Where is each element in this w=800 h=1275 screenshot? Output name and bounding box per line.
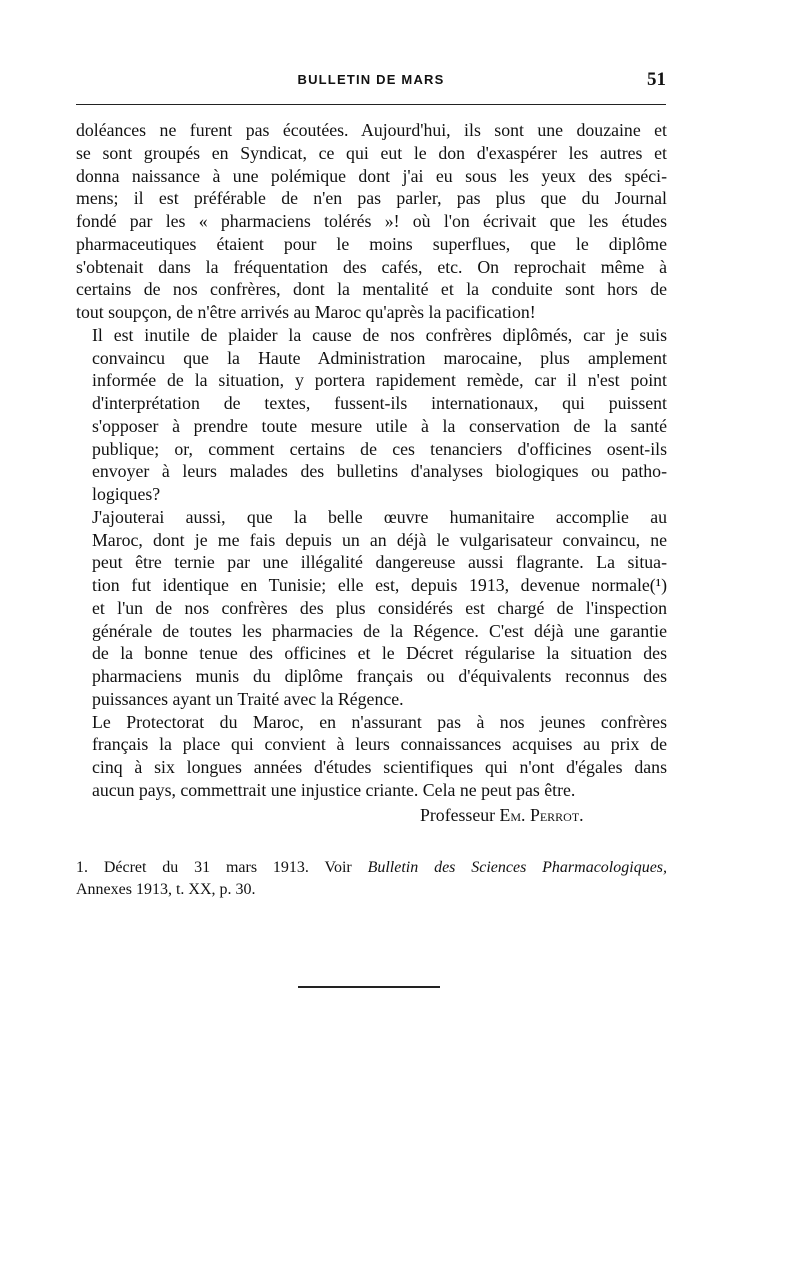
page-number: 51 <box>647 69 666 90</box>
footnote-text: Décret du 31 mars 1913. Voir <box>103 859 352 876</box>
text-line: Le Protectorat du Maroc, en n'assurant pas à nos jeunes confrères <box>92 711 667 732</box>
paragraph <box>76 506 667 711</box>
header-rule <box>76 104 666 105</box>
signature-name: Em. Perrot. <box>499 805 584 825</box>
text-line: tout soupçon, de n'être arrivés au Maroc qu'après la pacification! <box>76 302 536 322</box>
end-rule <box>298 986 440 988</box>
text-line: convaincu que la Haute Administration marocaine, plus amplement <box>92 347 667 368</box>
text-line: aucun pays, commettrait une injustice criante. Cela ne peut pas être. <box>92 779 576 800</box>
footnote-journal: Bulletin des Sciences Pharmacologiques, <box>367 859 668 876</box>
text-line: d'interprétation de textes, fussent-ils internationaux, qui puissent <box>92 393 667 413</box>
text-line: et l'un de nos confrères des plus considérés est chargé de l'inspection <box>92 597 667 618</box>
text-line: Maroc, dont je me fais depuis un an déjà le vulgarisateur convaincu, ne <box>92 529 667 550</box>
footnote-line <box>76 857 667 879</box>
text-line: cinq à six longues années d'études scientifiques qui n'ont d'égales dans <box>92 757 667 777</box>
signature-title: Professeur <box>420 805 496 825</box>
footnote-line: Annexes 1913, t. XX, p. 30. <box>76 881 256 898</box>
text-line: français la place qui convient à leurs connaissances acquises au prix de <box>92 734 667 755</box>
running-title: BULLETIN DE MARS <box>297 72 445 87</box>
text-line: pharmaciens munis du diplôme français ou d'équivalents reconnus des <box>92 666 667 686</box>
text-line: tion fut identique en Tunisie; elle est, depuis 1913, devenue normale(¹) <box>92 575 667 595</box>
paragraph <box>76 711 667 802</box>
page-header <box>76 69 666 96</box>
paragraph <box>76 119 667 324</box>
text-line: informée de la situation, y portera rapidement remède, car il n'est point <box>92 370 667 391</box>
text-line: mens; il est préférable de n'en pas parler, pas plus que du Journal <box>76 188 667 209</box>
text-line: pharmaceutiques étaient pour le moins superflues, que le diplôme <box>76 233 667 254</box>
text-line: J'ajouterai aussi, que la belle œuvre humanitaire accomplie au <box>92 506 667 527</box>
text-line: donna naissance à une polémique dont j'ai eu sous les yeux des spéci- <box>76 165 667 186</box>
text-line: doléances ne furent pas écoutées. Aujourd'hui, ils sont une douzaine et <box>76 120 667 140</box>
signature <box>420 805 584 826</box>
footnote <box>76 857 667 901</box>
text-line: peut être ternie par une illégalité dangereuse aussi flagrante. La situa- <box>92 552 667 573</box>
text-line: envoyer à leurs malades des bulletins d'analyses biologiques ou patho- <box>92 461 667 482</box>
text-line: publique; or, comment certains de ces tenanciers d'officines osent-ils <box>92 438 667 459</box>
body-text <box>76 119 667 802</box>
text-line: certains de nos confrères, dont la mentalité et la conduite sont hors de <box>76 279 667 300</box>
text-line: Il est inutile de plaider la cause de nos confrères diplômés, car je suis <box>92 324 667 345</box>
text-line: logiques? <box>92 484 161 504</box>
text-line: se sont groupés en Syndicat, ce qui eut le don d'exaspérer les autres et <box>76 142 667 163</box>
text-line: générale de toutes les pharmacies de la Régence. C'est déjà une garantie <box>92 620 667 641</box>
text-line: puissances ayant un Traité avec la Régence. <box>92 688 404 709</box>
text-line: de la bonne tenue des officines et le Décret régularise la situation des <box>92 643 667 664</box>
paragraph <box>76 324 667 506</box>
text-line: fondé par les « pharmaciens tolérés »! où l'on écrivait que les études <box>76 211 667 231</box>
footnote-marker: 1. <box>76 859 88 876</box>
text-line: s'obtenait dans la fréquentation des cafés, etc. On reprochait même à <box>76 256 667 277</box>
text-line: s'opposer à prendre toute mesure utile à la conservation de la santé <box>92 415 667 436</box>
